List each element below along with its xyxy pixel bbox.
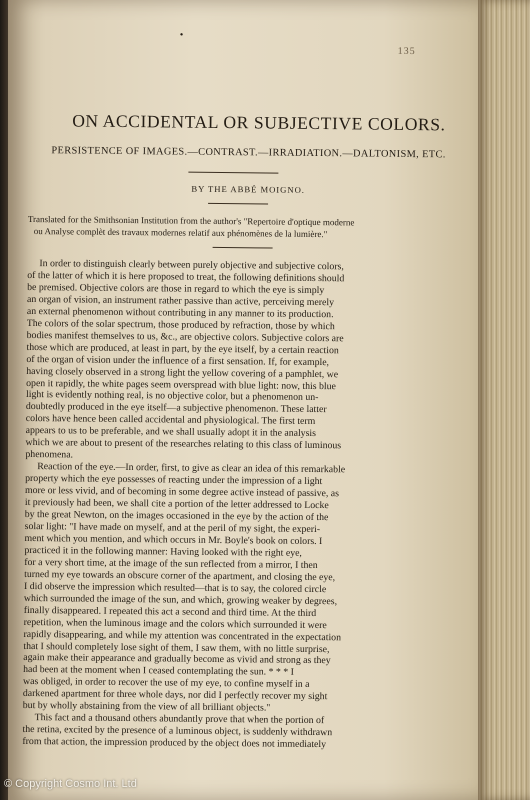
body-line: for a very short time, at the image of the sun reflected from a mirror, I then [24, 556, 318, 571]
book-page [8, 0, 478, 800]
body-line: property which the eye possesses of reacting under the impression of a light [25, 473, 323, 488]
body-line: which we are about to present of the researches relating to this class of luminous [25, 437, 342, 452]
body-line: it previously had been, we shall cite a portion of the letter addressed to Locke [24, 497, 329, 512]
body-line: was obliged, in order to recover the use of my eye, to confine myself in a [22, 676, 310, 691]
body-line: colors have hence been called accidental and physiological. The first term [25, 413, 316, 428]
body-line: by the great Newton, on the images occasioned in the eye by the action of the [24, 508, 329, 524]
body-line: that I should completely lose sight of them, I saw them, with no little surprise, [23, 640, 330, 655]
body-line: practiced it in the following manner: Having looked with the right eye, [24, 544, 302, 559]
body-line: light is evidently nothing real, is no objective color, but a phenomenon un- [25, 389, 319, 404]
body-line: but by wholly abstaining from the view of all brilliant objects." [22, 700, 271, 714]
body-line: turned my eye towards an obscure corner of the apartment, and closing the eye, [24, 568, 336, 584]
body-line: the retina, excited by the presence of a luminous object, is suddenly withdrawn [22, 724, 333, 739]
article-title: ON ACCIDENTAL OR SUBJECTIVE COLORS. [72, 110, 446, 135]
body-line: which surrounded the image of the sun, and which, growing weaker by degrees, [23, 592, 338, 607]
page-edges [478, 0, 530, 800]
body-line: those which are produced, at least in part, by the eye itself, by a certain reaction [26, 341, 339, 356]
translation-note-line: ou Analyse complèt des travaux modernes relatif aux phénomènes de la lumière." [33, 226, 328, 240]
copyright-watermark: © Copyright Cosmo Int. Ltd [4, 778, 137, 790]
body-line: more or less vivid, and of becoming in some degree active instead of passive, as [24, 485, 340, 500]
body-line: ment which you mention, and which occurs in Mr. Boyle's book on colors. I [24, 532, 323, 548]
body-line: The colors of the solar spectrum, those produced by refraction, those by which [26, 317, 335, 332]
body-line: phenomena. [25, 449, 74, 461]
page-content [22, 18, 470, 793]
body-line: appears to us to be preferable, and we shall usually adopt it in the analysis [25, 425, 317, 440]
divider-rule [213, 247, 273, 249]
body-line: Reaction of the eye.—In order, first, to give as clear an idea of this remarkable [37, 461, 346, 476]
body-line: In order to distinguish clearly between purely objective and subjective colors, [39, 258, 344, 273]
body-line: finally disappeared. I repeated this act a second and third time. At the third [23, 604, 317, 619]
translation-note-line: Translated for the Smithsonian Institution from the author's "Repertoire d'optique moderne [27, 213, 355, 228]
body-line: open it rapidly, the white pages seem overspread with blue light: now, this blue [26, 377, 336, 392]
body-line: bodies manifest themselves to us, &c., are objective colors. Subjective colors are [26, 329, 344, 345]
body-line: of the latter of which it is here proposed to treat, the following definitions should [27, 269, 345, 285]
body-line: an external phenomenon without contributing in any manner to its production. [26, 305, 334, 321]
body-line: doubtedly produced in the eye itself—a subjective phenomenon. These latter [25, 401, 327, 416]
body-line: repetition, when the luminous image and the colors which surrounded it were [23, 616, 327, 631]
page-number: 135 [397, 45, 416, 58]
body-line: of the organ of vision under the influence of a first sensation. If, for example, [26, 353, 330, 368]
body-line: be premised. Objective colors are those in regard to which the eye is simply [27, 281, 325, 297]
page-mark: • [179, 29, 184, 41]
body-line: darkened apartment for three whole days, nor did I perfectly recover my sight [22, 688, 328, 703]
article-body [22, 258, 467, 753]
body-line: I did observe the impression which resulted—that is to say, the colored circle [23, 580, 327, 595]
body-line: again make their appearance and gradually become as vivid and strong as they [23, 652, 331, 667]
body-line: an organ of vision, an instrument rather passive than active, perceiving merely [26, 293, 335, 309]
body-line: from that action, the impression produced by the object does not immediately [22, 736, 327, 751]
article-subtitle: PERSISTENCE OF IMAGES.—CONTRAST.—IRRADIATION.—DALTONISM, ETC. [51, 145, 446, 161]
body-line: rapidly disappearing, and while my attention was concentrated in the expectation [23, 628, 342, 643]
article-byline: BY THE ABBÉ MOIGNO. [191, 183, 306, 195]
divider-rule [188, 172, 278, 174]
body-line: having closely observed in a strong light the yellow covering of a pamphlet, we [26, 365, 339, 380]
body-line: solar light: "I have made on myself, and at the peril of my sight, the experi- [24, 520, 321, 536]
divider-rule [208, 203, 268, 205]
translation-note [28, 213, 468, 242]
body-line: This fact and a thousand others abundantly prove that when the portion of [34, 712, 325, 727]
body-line: had been at the moment when I ceased contemplating the sun. * * * I [23, 664, 294, 679]
